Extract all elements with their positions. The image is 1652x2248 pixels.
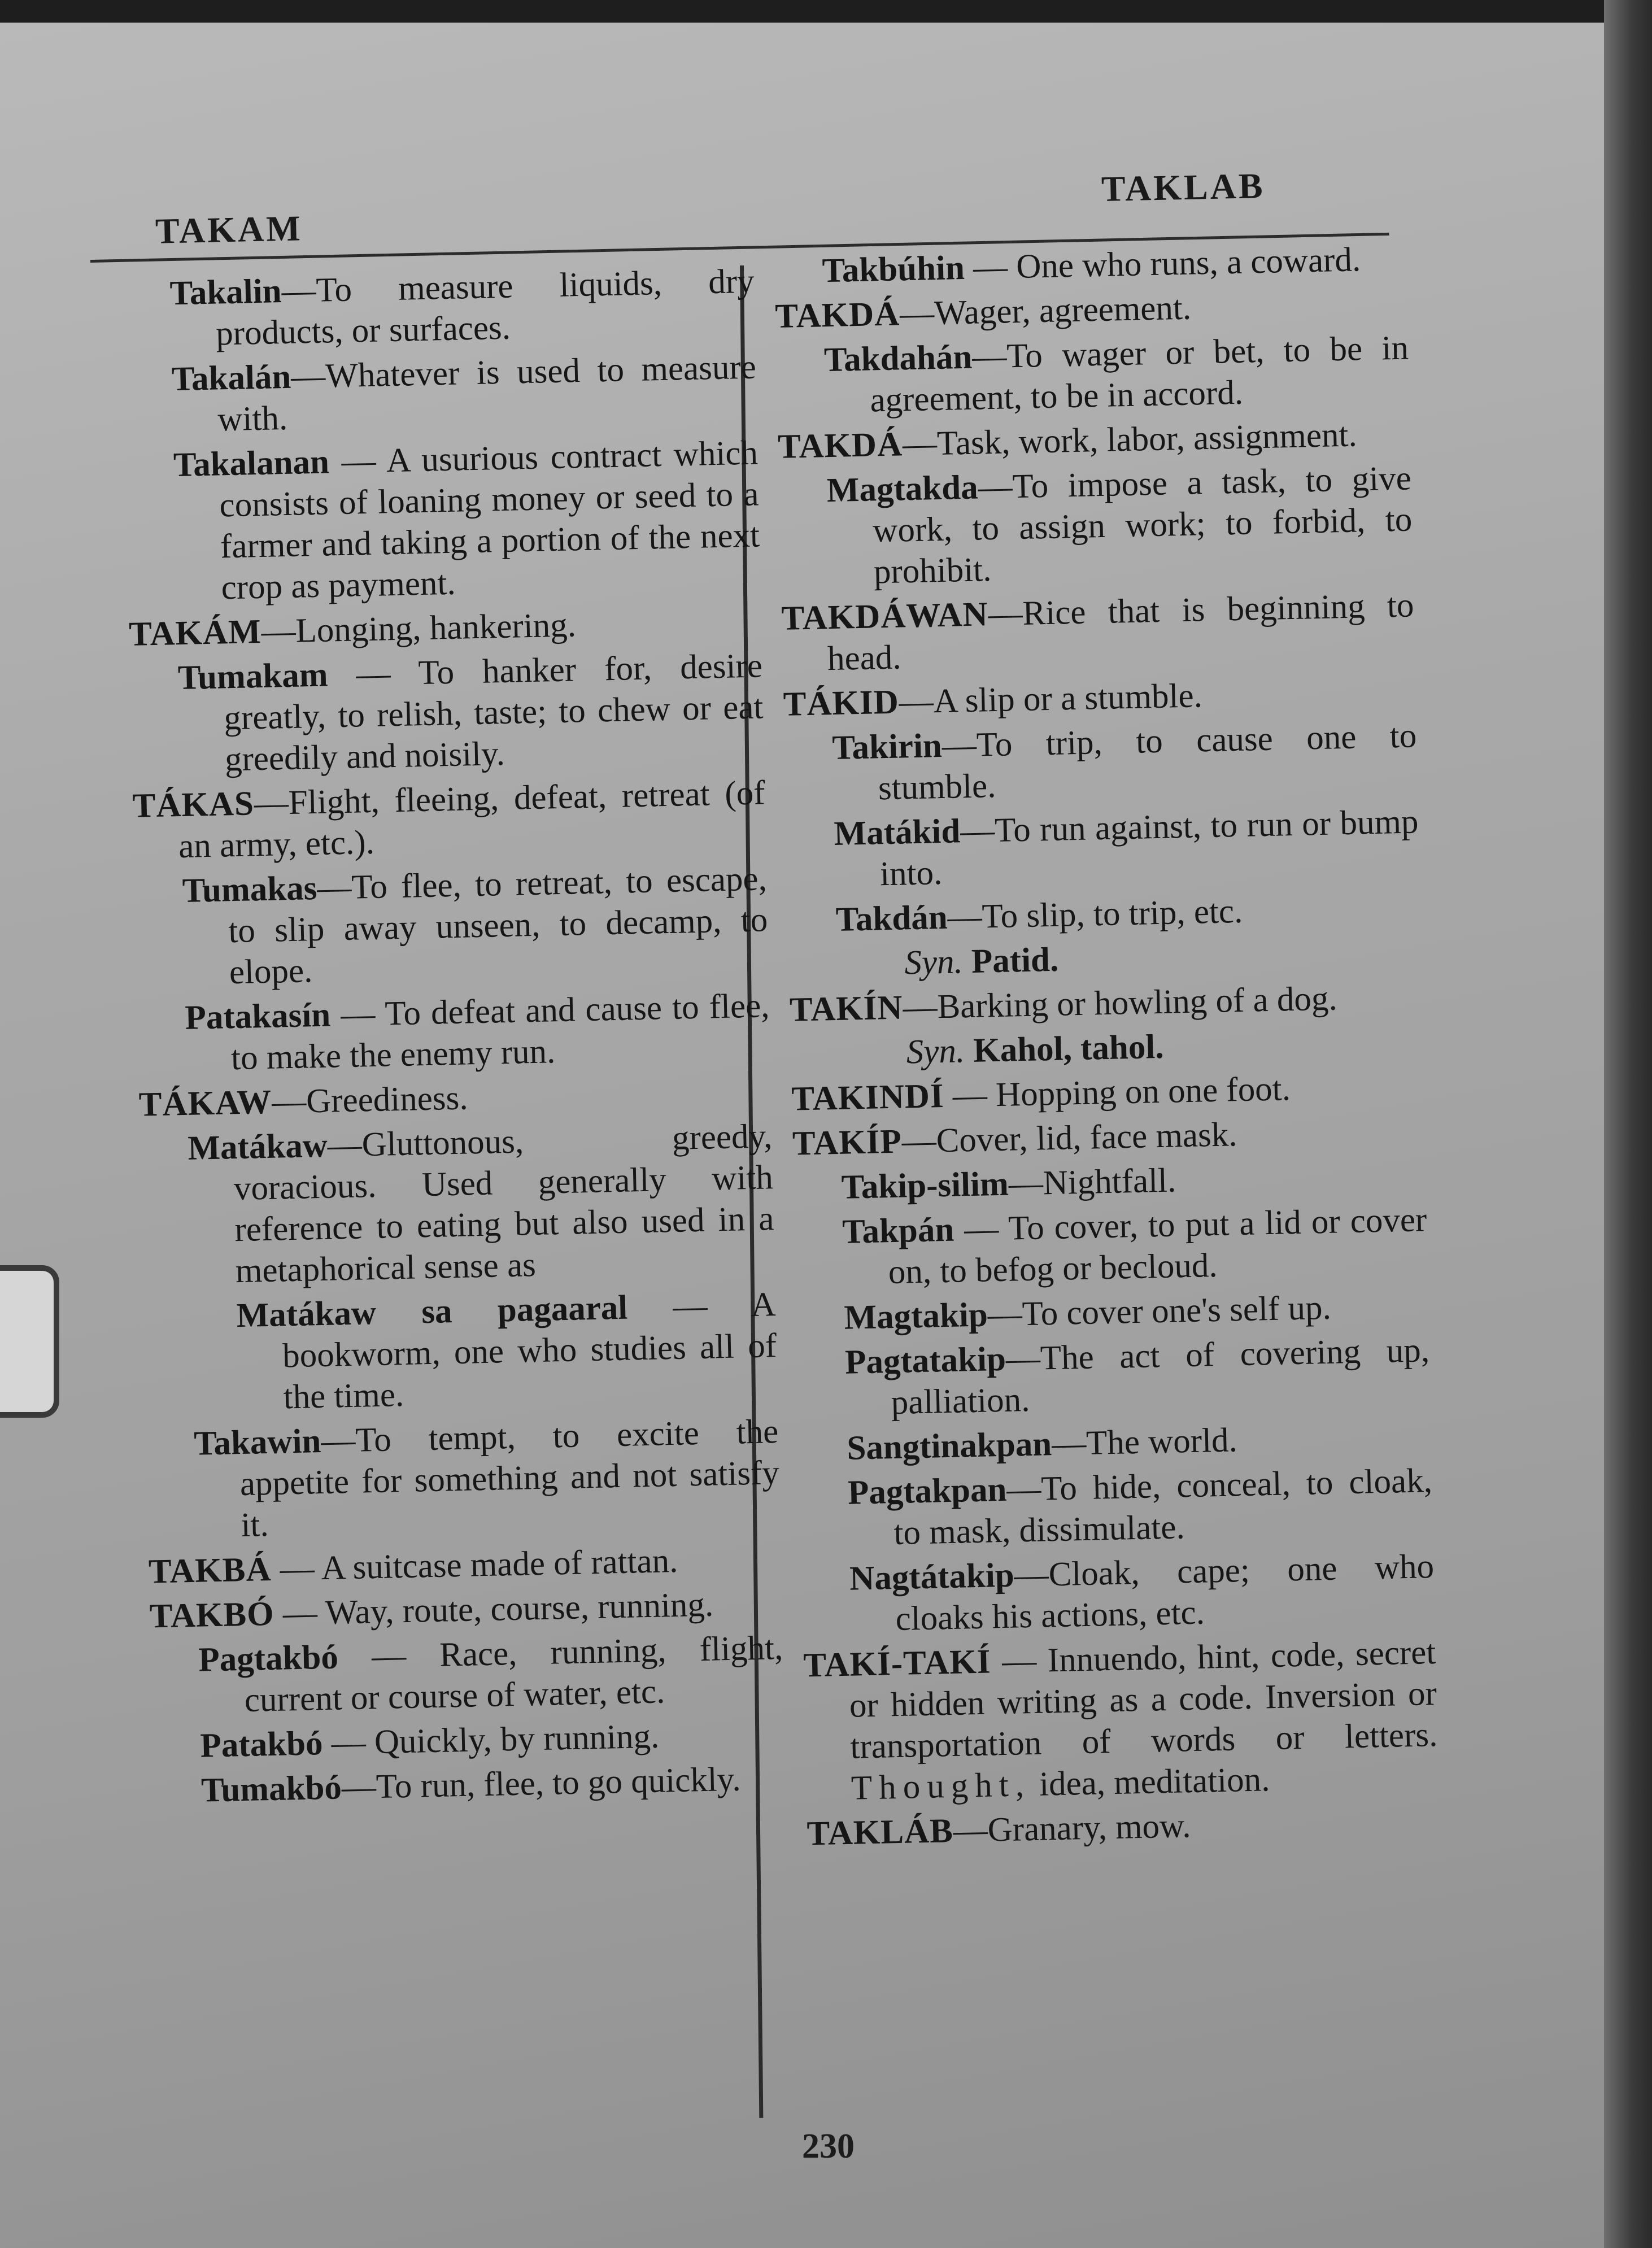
entry-definition: —To hide, conceal, to cloak, to mask, dissimulate. xyxy=(893,1462,1433,1553)
entry-headword: Takalán xyxy=(171,358,291,399)
book-spine-shadow xyxy=(1604,0,1652,2248)
entry-headword: Patakasín xyxy=(184,996,331,1037)
entry-definition: —The world. xyxy=(1051,1421,1238,1463)
entry-definition: —Longing, hankering. xyxy=(260,606,577,651)
entry-headword: Pagtatakip xyxy=(844,1340,1006,1382)
entry-headword: Matákid xyxy=(833,812,961,853)
dictionary-entry xyxy=(781,585,1415,680)
entry-definition: —The act of covering up, palliation. xyxy=(891,1331,1430,1422)
entry-definition: —To run, flee, to go quickly. xyxy=(341,1760,742,1807)
entry-headword: Takirin xyxy=(831,726,943,768)
page-number: 230 xyxy=(802,2127,855,2166)
entry-definition: —Granary, mow. xyxy=(953,1807,1191,1850)
dictionary-entry xyxy=(794,1199,1428,1295)
entry-definition: — A suitcase made of rattan. xyxy=(271,1541,678,1588)
entry-definition: —Cover, lid, face mask. xyxy=(901,1116,1238,1161)
entry-headword: Nagtátakip xyxy=(849,1556,1015,1598)
entry-definition: —To slip, to trip, etc. xyxy=(947,892,1243,936)
entry-definition: — Quickly, by running. xyxy=(322,1717,660,1763)
dictionary-entry xyxy=(784,715,1418,811)
right-column xyxy=(774,238,1440,1858)
dictionary-entry xyxy=(775,328,1410,423)
entry-headword: TAKBÁ xyxy=(148,1550,272,1591)
entry-definition: —To flee, to retreat, to escape, to slip away unseen, to decamp, to elope. xyxy=(228,860,768,992)
dictionary-entry xyxy=(134,858,769,995)
entry-headword: Tumakas xyxy=(182,869,318,910)
entry-headword: Matákaw sa pagaaral xyxy=(236,1288,628,1335)
entry-headword: Takpán xyxy=(842,1210,954,1251)
entry-headword: Takalanan xyxy=(173,443,330,485)
dictionary-entry xyxy=(778,458,1413,594)
entry-headword: Takdán xyxy=(835,898,948,939)
synonym-label: Syn. xyxy=(904,943,964,982)
entry-headword: TAKÍN xyxy=(789,988,904,1029)
entry-headword: Magtakip xyxy=(843,1296,988,1337)
dictionary-entry xyxy=(153,1758,786,1812)
entry-spaced-word: Thought, xyxy=(851,1766,1031,1807)
dictionary-entry xyxy=(786,801,1420,896)
entry-definition: —Greediness. xyxy=(271,1079,469,1121)
right-column-group-a xyxy=(774,238,1420,942)
entry-definition: — One who runs, a coward. xyxy=(964,241,1361,287)
entry-headword: TAKDÁ xyxy=(774,295,900,336)
dictionary-entry xyxy=(150,1627,784,1723)
entry-headword: TÁKAW xyxy=(138,1083,272,1124)
dictionary-entry xyxy=(125,432,761,610)
entry-definition: — To defeat and cause to flee, to make the enemy run. xyxy=(230,987,770,1078)
entry-headword: Takdahán xyxy=(823,338,973,380)
entry-definition-tail: idea, meditation. xyxy=(1030,1761,1271,1804)
entry-definition: —Flight, fleeing, defeat, retreat (of an army, etc.). xyxy=(178,774,766,866)
right-column-group-c xyxy=(791,1065,1436,1641)
entry-headword: TAKÍP xyxy=(792,1122,903,1163)
entry-headword: TÁKAS xyxy=(132,785,255,825)
dictionary-entry xyxy=(132,772,766,868)
dictionary-page xyxy=(0,23,1604,2248)
entry-headword: Takalin xyxy=(169,272,282,313)
entry-definition: —Task, work, labor, assignment. xyxy=(902,416,1358,464)
entry-definition: — Hopping on one foot. xyxy=(943,1070,1291,1116)
entry-headword: Tumakam xyxy=(177,656,329,698)
entry-headword: TAKDÁ xyxy=(777,425,903,466)
dictionary-entry xyxy=(121,261,756,356)
synonym-label: Syn. xyxy=(906,1032,965,1071)
entry-definition: — Race, running, flight, current or course of water, etc. xyxy=(244,1629,783,1719)
entry-definition: — A bookworm, one who studies all of the time. xyxy=(282,1286,777,1417)
entry-definition: —Whatever is used to measure with. xyxy=(217,348,757,439)
entry-headword: Sangtinakpan xyxy=(846,1425,1052,1467)
entry-headword: Takawin xyxy=(193,1422,321,1463)
entry-headword: TAKLÁB xyxy=(806,1811,954,1853)
dictionary-entry xyxy=(123,347,757,442)
running-head-right: TAKLAB xyxy=(1101,165,1266,210)
synonym-words: Patid. xyxy=(971,940,1059,981)
dictionary-entry xyxy=(807,1800,1440,1854)
entry-definition: —Wager, agreement. xyxy=(899,289,1192,333)
index-tab xyxy=(0,1265,59,1418)
entry-headword: Magtakda xyxy=(826,468,979,510)
synonym-words: Kahol, tahol. xyxy=(973,1027,1165,1070)
entry-definition: — Way, route, course, running. xyxy=(273,1585,714,1633)
dictionary-entry xyxy=(799,1460,1433,1556)
dictionary-entry xyxy=(796,1330,1431,1425)
entry-headword: Patakbó xyxy=(199,1724,324,1765)
dictionary-entry xyxy=(146,1411,781,1548)
entry-headword: Matákaw xyxy=(187,1126,328,1167)
dictionary-entry xyxy=(801,1546,1436,1641)
entry-definition: —Nightfall. xyxy=(1008,1161,1176,1203)
dictionary-entry xyxy=(143,1284,778,1421)
entry-definition: —Rice that is beginning to head. xyxy=(827,586,1415,678)
entry-headword: TAKBÓ xyxy=(149,1594,275,1636)
entry-definition: — To cover, to put a lid or cover on, to befog or becloud. xyxy=(888,1201,1427,1292)
entry-definition: —Cloak, cape; one who cloaks his actions, etc. xyxy=(895,1548,1435,1639)
entry-headword: TAKINDÍ xyxy=(791,1077,945,1118)
entry-definition: —To impose a task, to give work, to assign work; to forbid, to prohibit. xyxy=(872,459,1413,591)
entry-definition: —To cover one's self up. xyxy=(987,1288,1332,1334)
entry-definition: —A slip or a stumble. xyxy=(899,677,1203,721)
running-head-left: TAKAM xyxy=(155,208,303,251)
entry-definition: —To tempt, to excite the appetite for something and not satisfy it. xyxy=(239,1413,780,1545)
entry-headword: Pagtakbó xyxy=(198,1638,339,1679)
entry-definition: —To run against, to run or bump into. xyxy=(879,803,1419,894)
entry-definition: —Gluttonous, greedy, voracious. Used generally with reference to eating but also used in a metaphorical sense as xyxy=(233,1117,774,1291)
entry-headword: TAKÁM xyxy=(128,612,262,654)
dictionary-entry xyxy=(129,645,764,782)
entry-headword: Takip-silim xyxy=(841,1165,1009,1206)
entry-headword: Pagtakpan xyxy=(847,1470,1008,1512)
dictionary-entry xyxy=(137,985,771,1081)
entry-headword: Takbúhin xyxy=(822,249,965,290)
entry-headword: TAKDÁWAN xyxy=(781,595,989,638)
entry-definition: — To hanker for, desire greatly, to relish, taste; to chew or eat greedily and noisily. xyxy=(223,647,764,779)
entry-headword: TÁKID xyxy=(783,683,900,724)
left-column xyxy=(121,261,786,1816)
entry-definition: — Innuendo, hint, code, secret or hidden writing as a code. Inversion or transportation of words or letters. xyxy=(849,1633,1438,1766)
entry-definition: —To measure liquids, dry products, or surfaces. xyxy=(215,262,755,353)
entry-headword: Tumakbó xyxy=(200,1768,342,1810)
entry-definition: —To wager or bet, to be in agreement, to be in accord. xyxy=(869,329,1409,420)
entry-definition: —Barking or howling of a dog. xyxy=(902,979,1338,1027)
entry-headword: TAKÍ-TAKÍ xyxy=(803,1643,992,1685)
entry-definition: —To trip, to cause one to stumble. xyxy=(878,717,1417,808)
entry-definition: — A usurious contract which consists of loaning money or seed to a farmer and taking a portion of the next crop as payment. xyxy=(219,434,760,607)
dictionary-entry xyxy=(140,1116,775,1293)
dictionary-entry xyxy=(803,1632,1439,1810)
